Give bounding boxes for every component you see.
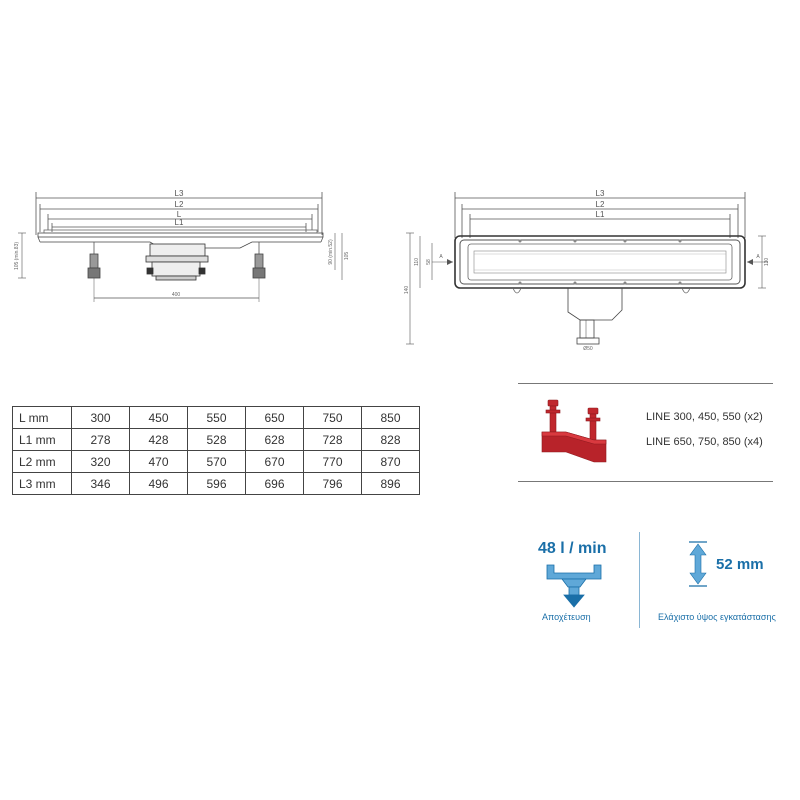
table-row (13, 451, 420, 473)
table-cell: 528 (188, 429, 246, 451)
top-label-l1: L1 (595, 210, 605, 219)
support-line-2: LINE 650, 750, 850 (x4) (646, 436, 763, 448)
table-cell: 870 (362, 451, 420, 473)
top-label-outer-right: 130 (764, 257, 770, 267)
table-row-label: L1 mm (13, 429, 72, 451)
side-leg-left (88, 242, 100, 278)
table-cell: 628 (246, 429, 304, 451)
table-cell: 696 (246, 473, 304, 495)
support-line-1: LINE 300, 450, 550 (x2) (646, 411, 763, 423)
side-label-left-height: 105 (min.83) (14, 241, 20, 271)
top-view-drawing (406, 192, 768, 344)
side-label-l2: L2 (174, 200, 184, 209)
side-label-l1: L1 (174, 218, 184, 227)
top-label-outlet: Ø50 (583, 346, 593, 352)
table-row-label: L3 mm (13, 473, 72, 495)
table-cell: 728 (304, 429, 362, 451)
side-label-l: L (176, 210, 182, 219)
table-row (13, 429, 420, 451)
table-cell: 320 (72, 451, 130, 473)
icons-divider (639, 532, 640, 628)
top-label-l2: L2 (595, 200, 605, 209)
technical-drawings (0, 170, 800, 370)
table-cell: 550 (188, 407, 246, 429)
side-label-400: 400 (171, 292, 181, 298)
drain-flow-icon (544, 561, 604, 611)
table-cell: 796 (304, 473, 362, 495)
table-cell: 650 (246, 407, 304, 429)
table-cell: 300 (72, 407, 130, 429)
min-height-arrow-icon (688, 541, 708, 587)
table-row-label: L2 mm (13, 451, 72, 473)
top-view-labels (404, 189, 770, 352)
table-row (13, 407, 420, 429)
support-panel-bottom-rule (518, 481, 773, 482)
side-label-right-height-b: 105 (344, 251, 350, 261)
table-cell: 450 (130, 407, 188, 429)
top-label-far-left: 140 (404, 285, 410, 295)
top-label-inner-left: 58 (426, 259, 432, 265)
top-outlet-body (568, 288, 622, 344)
min-height-caption: Ελάχιστο ύψος εγκατάστασης (658, 612, 776, 622)
table-cell: 770 (304, 451, 362, 473)
flow-rate-value: 48 l / min (538, 540, 607, 557)
side-label-right-height-a: 90 (min.52) (328, 239, 334, 265)
dimensions-table (12, 406, 420, 495)
support-panel-top-rule (518, 383, 773, 384)
table-row-label: L mm (13, 407, 72, 429)
table-cell: 346 (72, 473, 130, 495)
channel-mount-points (519, 240, 682, 285)
table-row (13, 473, 420, 495)
table-cell: 496 (130, 473, 188, 495)
table-cell: 896 (362, 473, 420, 495)
table-cell: 596 (188, 473, 246, 495)
top-section-a-right: A (756, 254, 760, 260)
support-foot-icon (536, 398, 616, 468)
side-outlet-body (146, 244, 208, 280)
top-label-outer-left: 110 (414, 258, 420, 266)
side-leg-right (253, 242, 265, 278)
top-label-l3: L3 (595, 189, 605, 198)
table-cell: 750 (304, 407, 362, 429)
table-cell: 850 (362, 407, 420, 429)
flow-caption: Αποχέτευση (542, 612, 591, 622)
side-label-l3: L3 (174, 189, 184, 198)
table-cell: 670 (246, 451, 304, 473)
min-height-value: 52 mm (716, 556, 764, 573)
side-view-labels (14, 189, 350, 298)
table-cell: 570 (188, 451, 246, 473)
table-cell: 428 (130, 429, 188, 451)
table-cell: 278 (72, 429, 130, 451)
top-section-a-left: A (439, 254, 443, 260)
table-cell: 470 (130, 451, 188, 473)
channel-inner-grate (474, 251, 726, 273)
table-cell: 828 (362, 429, 420, 451)
